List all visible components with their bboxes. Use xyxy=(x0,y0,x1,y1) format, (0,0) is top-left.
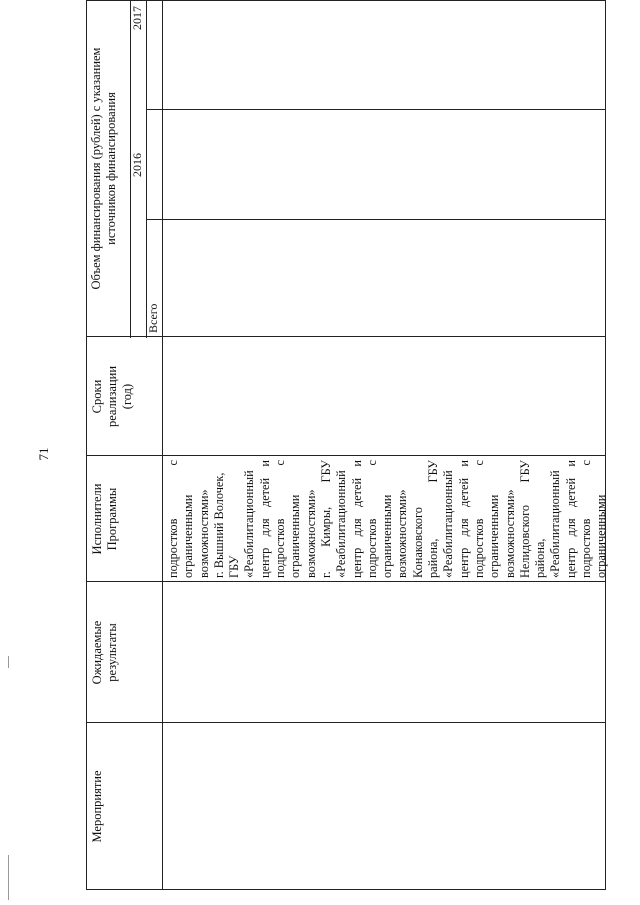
col-sep-1 xyxy=(86,722,606,723)
executors-line: ограниченными xyxy=(594,494,609,578)
header-funding-2016: 2016 xyxy=(130,153,144,177)
executors-line: «Реабилитационный xyxy=(441,470,456,578)
program-table xyxy=(86,0,609,890)
executors-line: возможностями» xyxy=(395,489,410,578)
executors-line: центр для детей и xyxy=(456,460,471,578)
executors-line: центр для детей и xyxy=(257,460,272,578)
funding-subheader-divider xyxy=(146,0,147,338)
executors-line: подростков с xyxy=(579,460,594,578)
executors-line: центр для детей и xyxy=(563,460,578,578)
executors-line: ГБУ xyxy=(227,555,242,578)
page-number: 71 xyxy=(36,447,51,461)
col-sep-2 xyxy=(86,581,606,582)
executors-line: «Реабилитационный xyxy=(242,470,257,578)
header-funding-2017: 2017 xyxy=(130,6,144,30)
executors-line: ограниченными xyxy=(487,494,502,578)
header-executors: Исполнители Программы xyxy=(90,483,119,555)
col-sep-4 xyxy=(86,336,606,337)
executors-line: подростков с xyxy=(364,460,379,578)
header-measure: Мероприятие xyxy=(90,770,104,843)
header-divider xyxy=(162,0,163,890)
col-sep-funding-2 xyxy=(146,109,606,110)
header-results: Ожидаемые результаты xyxy=(90,620,119,685)
table-frame xyxy=(86,0,606,890)
executors-line: Нелидовского ГБУ xyxy=(517,460,532,578)
executors-line: района, ГБУ xyxy=(426,460,441,578)
executors-line: возможностями» xyxy=(196,489,211,578)
header-period: Сроки реализации (год) xyxy=(90,365,134,428)
executors-line: центр для детей и xyxy=(349,460,364,578)
scan-margin-mark xyxy=(8,855,9,900)
executors-line: ограниченными xyxy=(380,494,395,578)
col-sep-funding-1 xyxy=(146,219,606,220)
executors-cell xyxy=(166,460,610,578)
executors-line: подростков с xyxy=(471,460,486,578)
executors-line: возможностями» xyxy=(502,489,517,578)
executors-line: возможностями» xyxy=(303,489,318,578)
executors-line: «Реабилитационный xyxy=(334,470,349,578)
executors-line: г. Кимры, ГБУ xyxy=(318,460,333,578)
executors-line: ограниченными xyxy=(288,494,303,578)
header-funding: Объем финансирования (рублей) с указанием источников финансирования xyxy=(89,47,118,290)
executors-line: подростков с xyxy=(166,460,180,578)
executors-line: «Реабилитационный xyxy=(548,470,563,578)
scan-margin-mark xyxy=(8,656,9,668)
executors-line: ограниченными xyxy=(181,494,196,578)
executors-line: г. Вышний Волочек, xyxy=(211,472,226,578)
executors-line: подростков с xyxy=(273,460,288,578)
header-funding-total: Всего xyxy=(146,303,160,333)
executors-line: Конаковского xyxy=(410,507,425,578)
executors-line: района, xyxy=(533,538,548,578)
col-sep-3 xyxy=(86,455,606,456)
